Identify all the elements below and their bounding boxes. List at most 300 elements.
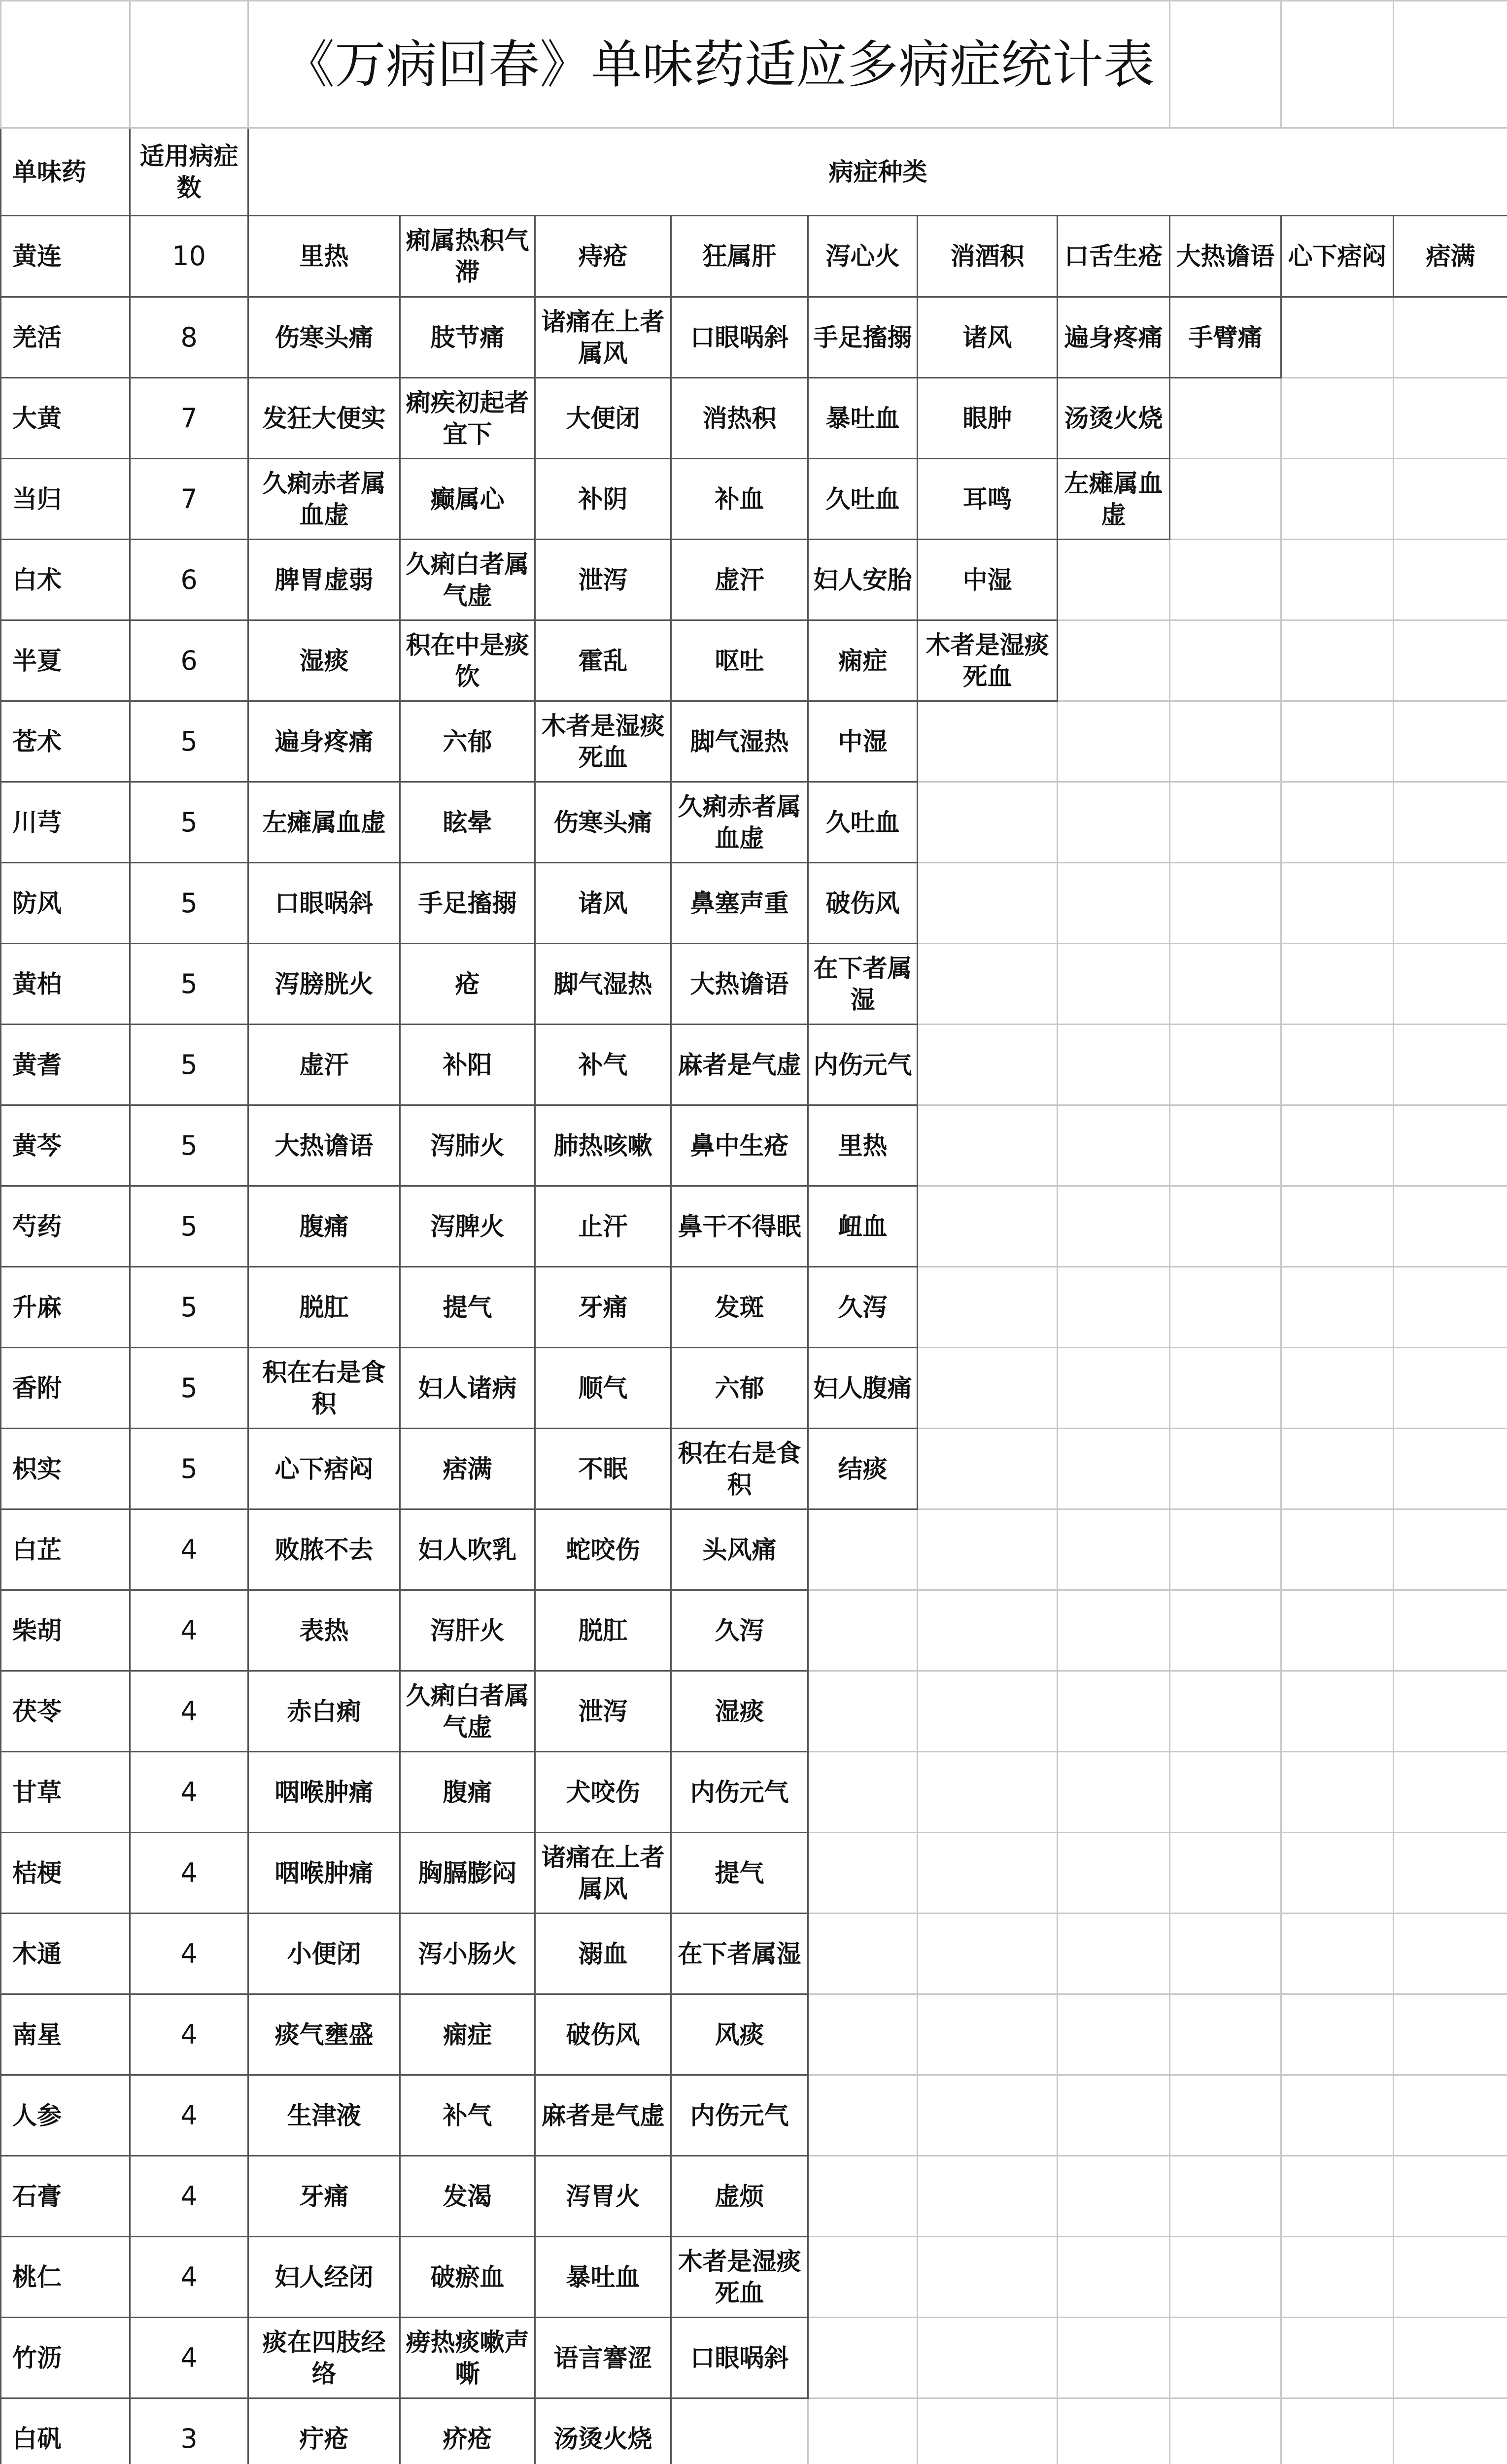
disease-cell: 脚气湿热 xyxy=(535,944,671,1025)
empty-cell xyxy=(1281,1105,1394,1186)
herb-name: 芍药 xyxy=(1,1186,130,1267)
disease-cell: 鼻塞声重 xyxy=(671,863,808,944)
empty-cell xyxy=(1058,863,1170,944)
disease-cell: 痫症 xyxy=(808,620,918,701)
disease-cell: 口眼㖞斜 xyxy=(248,863,400,944)
empty-cell xyxy=(1170,1105,1281,1186)
table-row xyxy=(1,2156,1507,2237)
title-right-blank-2 xyxy=(1281,1,1394,128)
disease-count: 4 xyxy=(130,1752,248,1833)
empty-cell xyxy=(808,1833,918,1914)
disease-cell: 呕吐 xyxy=(671,620,808,701)
empty-cell xyxy=(1281,1590,1394,1671)
disease-cell: 脱肛 xyxy=(535,1590,671,1671)
empty-cell xyxy=(1394,2318,1507,2398)
disease-cell: 泄泻 xyxy=(535,1671,671,1752)
disease-cell: 肺热咳嗽 xyxy=(535,1105,671,1186)
empty-cell xyxy=(1281,1833,1394,1914)
table-row xyxy=(1,2398,1507,2464)
herb-name: 半夏 xyxy=(1,620,130,701)
table-row xyxy=(1,701,1507,782)
empty-cell xyxy=(1170,378,1281,459)
empty-cell xyxy=(1058,1590,1170,1671)
empty-cell xyxy=(1058,1105,1170,1186)
empty-cell xyxy=(1058,540,1170,620)
disease-cell: 妇人吹乳 xyxy=(400,1509,535,1590)
empty-cell xyxy=(808,2156,918,2237)
disease-cell: 积在右是食积 xyxy=(671,1429,808,1509)
disease-cell: 久泻 xyxy=(808,1267,918,1348)
empty-cell xyxy=(1394,2237,1507,2318)
empty-cell xyxy=(808,2398,918,2464)
disease-cell: 疔疮 xyxy=(248,2398,400,2464)
empty-cell xyxy=(1058,1025,1170,1105)
empty-cell xyxy=(1058,944,1170,1025)
empty-cell xyxy=(918,1671,1058,1752)
disease-cell: 手臂痛 xyxy=(1170,297,1281,378)
disease-count: 3 xyxy=(130,2398,248,2464)
herb-name: 木通 xyxy=(1,1914,130,1994)
disease-cell: 内伤元气 xyxy=(671,1752,808,1833)
herb-name: 茯苓 xyxy=(1,1671,130,1752)
disease-cell: 内伤元气 xyxy=(671,2075,808,2156)
disease-cell: 小便闭 xyxy=(248,1914,400,1994)
disease-cell: 补血 xyxy=(671,459,808,540)
disease-cell: 诸痛在上者属风 xyxy=(535,297,671,378)
table-row xyxy=(1,863,1507,944)
empty-cell xyxy=(1058,1348,1170,1429)
disease-cell: 木者是湿痰死血 xyxy=(918,620,1058,701)
empty-cell xyxy=(1058,701,1170,782)
disease-cell: 脚气湿热 xyxy=(671,701,808,782)
herb-name: 桃仁 xyxy=(1,2237,130,2318)
empty-cell xyxy=(1170,1994,1281,2075)
disease-count: 4 xyxy=(130,2156,248,2237)
disease-cell: 癫属心 xyxy=(400,459,535,540)
empty-cell xyxy=(1281,1025,1394,1105)
herb-name: 白芷 xyxy=(1,1509,130,1590)
herb-name: 枳实 xyxy=(1,1429,130,1509)
disease-cell: 鼻干不得眠 xyxy=(671,1186,808,1267)
table-row xyxy=(1,1509,1507,1590)
herb-name: 石膏 xyxy=(1,2156,130,2237)
disease-count: 5 xyxy=(130,1348,248,1429)
disease-cell: 脱肛 xyxy=(248,1267,400,1348)
disease-cell: 内伤元气 xyxy=(808,1025,918,1105)
empty-cell xyxy=(918,1186,1058,1267)
disease-cell: 久痢白者属气虚 xyxy=(400,1671,535,1752)
disease-cell: 左瘫属血虚 xyxy=(248,782,400,863)
empty-cell xyxy=(1394,1833,1507,1914)
table-row xyxy=(1,1105,1507,1186)
disease-cell: 中湿 xyxy=(808,701,918,782)
empty-cell xyxy=(1170,1590,1281,1671)
disease-cell: 左瘫属血虚 xyxy=(1058,459,1170,540)
herb-name: 川芎 xyxy=(1,782,130,863)
empty-cell xyxy=(1281,1752,1394,1833)
empty-cell xyxy=(1281,378,1394,459)
empty-cell xyxy=(1394,459,1507,540)
empty-cell xyxy=(1170,1671,1281,1752)
table-row xyxy=(1,2318,1507,2398)
disease-cell: 赤白痢 xyxy=(248,1671,400,1752)
herb-name: 黄连 xyxy=(1,216,130,297)
disease-count: 7 xyxy=(130,459,248,540)
empty-cell xyxy=(1281,1994,1394,2075)
table-row xyxy=(1,1833,1507,1914)
empty-cell xyxy=(1394,1590,1507,1671)
empty-cell xyxy=(1058,782,1170,863)
empty-cell xyxy=(1394,782,1507,863)
empty-cell xyxy=(1170,1752,1281,1833)
empty-cell xyxy=(1170,863,1281,944)
empty-cell xyxy=(1281,2075,1394,2156)
empty-cell xyxy=(1058,1186,1170,1267)
empty-cell xyxy=(1058,1671,1170,1752)
herb-name: 黄柏 xyxy=(1,944,130,1025)
empty-cell xyxy=(1281,2318,1394,2398)
empty-cell xyxy=(1058,1509,1170,1590)
disease-cell: 积在中是痰饮 xyxy=(400,620,535,701)
empty-cell xyxy=(1394,540,1507,620)
disease-cell: 痞满 xyxy=(400,1429,535,1509)
table-row xyxy=(1,459,1507,540)
disease-cell: 咽喉肿痛 xyxy=(248,1752,400,1833)
disease-count: 7 xyxy=(130,378,248,459)
table-row xyxy=(1,1267,1507,1348)
header-count: 适用病症数 xyxy=(130,128,248,216)
disease-cell: 破伤风 xyxy=(808,863,918,944)
disease-cell: 腹痛 xyxy=(248,1186,400,1267)
disease-cell: 中湿 xyxy=(918,540,1058,620)
empty-cell xyxy=(1281,863,1394,944)
empty-cell xyxy=(918,1025,1058,1105)
disease-cell: 虚汗 xyxy=(248,1025,400,1105)
empty-cell xyxy=(1394,297,1507,378)
herb-name: 当归 xyxy=(1,459,130,540)
disease-count: 4 xyxy=(130,2237,248,2318)
herb-name: 桔梗 xyxy=(1,1833,130,1914)
disease-count: 5 xyxy=(130,944,248,1025)
disease-cell: 提气 xyxy=(400,1267,535,1348)
empty-cell xyxy=(1394,378,1507,459)
empty-cell xyxy=(1170,620,1281,701)
empty-cell xyxy=(1394,1994,1507,2075)
empty-cell xyxy=(918,782,1058,863)
empty-cell xyxy=(808,1590,918,1671)
title-right-blank-3 xyxy=(1394,1,1507,128)
disease-cell: 大便闭 xyxy=(535,378,671,459)
disease-cell: 发斑 xyxy=(671,1267,808,1348)
empty-cell xyxy=(1170,1429,1281,1509)
disease-cell: 眼肿 xyxy=(918,378,1058,459)
empty-cell xyxy=(918,2398,1058,2464)
empty-cell xyxy=(808,2237,918,2318)
empty-cell xyxy=(1170,2398,1281,2464)
disease-cell: 口眼㖞斜 xyxy=(671,297,808,378)
disease-cell: 衄血 xyxy=(808,1186,918,1267)
empty-cell xyxy=(1281,620,1394,701)
disease-cell: 在下者属湿 xyxy=(808,944,918,1025)
disease-count: 5 xyxy=(130,1186,248,1267)
title-right-blank-1 xyxy=(1170,1,1281,128)
empty-cell xyxy=(808,1914,918,1994)
disease-cell: 痨热痰嗽声嘶 xyxy=(400,2318,535,2398)
title-left-blank xyxy=(1,1,130,128)
disease-cell: 痰在四肢经络 xyxy=(248,2318,400,2398)
disease-cell: 结痰 xyxy=(808,1429,918,1509)
table-row xyxy=(1,944,1507,1025)
herb-name: 黄耆 xyxy=(1,1025,130,1105)
page-title: 《万病回春》单味药适应多病症统计表 xyxy=(248,1,1170,128)
disease-cell: 提气 xyxy=(671,1833,808,1914)
empty-cell xyxy=(1394,2075,1507,2156)
empty-cell xyxy=(918,2237,1058,2318)
disease-cell: 麻者是气虚 xyxy=(671,1025,808,1105)
empty-cell xyxy=(1281,540,1394,620)
disease-cell: 虚烦 xyxy=(671,2156,808,2237)
empty-cell xyxy=(1281,2156,1394,2237)
empty-cell xyxy=(1281,1671,1394,1752)
disease-cell: 诸风 xyxy=(918,297,1058,378)
disease-cell: 积在右是食积 xyxy=(248,1348,400,1429)
table-row xyxy=(1,1994,1507,2075)
disease-cell: 暴吐血 xyxy=(535,2237,671,2318)
title-left-blank-2 xyxy=(130,1,248,128)
disease-cell: 补阳 xyxy=(400,1025,535,1105)
empty-cell xyxy=(918,1752,1058,1833)
table-row xyxy=(1,620,1507,701)
disease-cell: 大热谵语 xyxy=(671,944,808,1025)
disease-cell: 湿痰 xyxy=(248,620,400,701)
disease-cell: 泻心火 xyxy=(808,216,918,297)
disease-cell: 暴吐血 xyxy=(808,378,918,459)
disease-count: 6 xyxy=(130,620,248,701)
disease-count: 4 xyxy=(130,1833,248,1914)
empty-cell xyxy=(918,1994,1058,2075)
empty-cell xyxy=(1170,459,1281,540)
empty-cell xyxy=(1170,2237,1281,2318)
disease-cell: 久痢赤者属血虚 xyxy=(248,459,400,540)
disease-cell: 蛇咬伤 xyxy=(535,1509,671,1590)
disease-cell: 六郁 xyxy=(400,701,535,782)
disease-cell: 痰气壅盛 xyxy=(248,1994,400,2075)
herb-name: 甘草 xyxy=(1,1752,130,1833)
disease-cell: 腹痛 xyxy=(400,1752,535,1833)
disease-cell: 疥疮 xyxy=(400,2398,535,2464)
disease-cell: 补气 xyxy=(400,2075,535,2156)
empty-cell xyxy=(1394,863,1507,944)
disease-cell: 伤寒头痛 xyxy=(535,782,671,863)
disease-cell: 泻膀胱火 xyxy=(248,944,400,1025)
disease-cell: 里热 xyxy=(248,216,400,297)
empty-cell xyxy=(808,1671,918,1752)
disease-count: 4 xyxy=(130,1914,248,1994)
disease-cell: 久吐血 xyxy=(808,782,918,863)
disease-cell: 咽喉肿痛 xyxy=(248,1833,400,1914)
table-row xyxy=(1,1590,1507,1671)
table-row xyxy=(1,1752,1507,1833)
disease-cell: 伤寒头痛 xyxy=(248,297,400,378)
empty-cell xyxy=(918,2156,1058,2237)
disease-cell: 里热 xyxy=(808,1105,918,1186)
empty-cell xyxy=(1170,2156,1281,2237)
disease-count: 4 xyxy=(130,1509,248,1590)
disease-cell: 手足搐搦 xyxy=(808,297,918,378)
header-row xyxy=(1,128,1507,216)
disease-count: 5 xyxy=(130,863,248,944)
empty-cell xyxy=(808,1994,918,2075)
herb-name: 防风 xyxy=(1,863,130,944)
empty-cell xyxy=(1394,1025,1507,1105)
empty-cell xyxy=(918,944,1058,1025)
empty-cell xyxy=(1170,701,1281,782)
empty-cell xyxy=(1394,620,1507,701)
empty-cell xyxy=(1058,2156,1170,2237)
herb-name: 香附 xyxy=(1,1348,130,1429)
empty-cell xyxy=(1281,782,1394,863)
empty-cell xyxy=(918,2075,1058,2156)
empty-cell xyxy=(1394,1186,1507,1267)
disease-cell: 耳鸣 xyxy=(918,459,1058,540)
empty-cell xyxy=(1170,1509,1281,1590)
disease-cell: 心下痞闷 xyxy=(1281,216,1394,297)
disease-cell: 麻者是气虚 xyxy=(535,2075,671,2156)
disease-count: 4 xyxy=(130,2318,248,2398)
disease-cell: 木者是湿痰死血 xyxy=(671,2237,808,2318)
empty-cell xyxy=(918,1429,1058,1509)
disease-cell: 在下者属湿 xyxy=(671,1914,808,1994)
empty-cell xyxy=(1058,1752,1170,1833)
disease-cell: 泻胃火 xyxy=(535,2156,671,2237)
disease-cell: 泻小肠火 xyxy=(400,1914,535,1994)
empty-cell xyxy=(1281,2237,1394,2318)
disease-cell: 溺血 xyxy=(535,1914,671,1994)
table-row xyxy=(1,2075,1507,2156)
disease-cell: 妇人经闭 xyxy=(248,2237,400,2318)
disease-cell: 泄泻 xyxy=(535,540,671,620)
disease-cell: 风痰 xyxy=(671,1994,808,2075)
disease-cell: 口舌生疮 xyxy=(1058,216,1170,297)
table-row xyxy=(1,1671,1507,1752)
empty-cell xyxy=(1281,1186,1394,1267)
disease-cell: 头风痛 xyxy=(671,1509,808,1590)
table-row xyxy=(1,1025,1507,1105)
disease-cell: 脾胃虚弱 xyxy=(248,540,400,620)
empty-cell xyxy=(1281,297,1394,378)
disease-cell: 虚汗 xyxy=(671,540,808,620)
disease-cell: 木者是湿痰死血 xyxy=(535,701,671,782)
empty-cell xyxy=(918,1267,1058,1348)
empty-cell xyxy=(1281,459,1394,540)
empty-cell xyxy=(918,1914,1058,1994)
disease-count: 4 xyxy=(130,2075,248,2156)
empty-cell xyxy=(1058,2237,1170,2318)
disease-cell: 湿痰 xyxy=(671,1671,808,1752)
table-row xyxy=(1,540,1507,620)
disease-cell: 口眼㖞斜 xyxy=(671,2318,808,2398)
herb-name: 竹沥 xyxy=(1,2318,130,2398)
disease-cell: 妇人腹痛 xyxy=(808,1348,918,1429)
empty-cell xyxy=(1058,2318,1170,2398)
empty-cell xyxy=(1281,1348,1394,1429)
disease-cell: 表热 xyxy=(248,1590,400,1671)
disease-cell: 泻脾火 xyxy=(400,1186,535,1267)
disease-cell: 久泻 xyxy=(671,1590,808,1671)
disease-count: 5 xyxy=(130,1267,248,1348)
empty-cell xyxy=(1170,1025,1281,1105)
table-row xyxy=(1,1914,1507,1994)
empty-cell xyxy=(1170,782,1281,863)
herb-name: 白术 xyxy=(1,540,130,620)
table-row xyxy=(1,1186,1507,1267)
disease-cell: 痢疾初起者宜下 xyxy=(400,378,535,459)
disease-cell: 遍身疼痛 xyxy=(248,701,400,782)
disease-cell: 不眠 xyxy=(535,1429,671,1509)
herb-name: 南星 xyxy=(1,1994,130,2075)
disease-cell: 补气 xyxy=(535,1025,671,1105)
disease-cell: 妇人安胎 xyxy=(808,540,918,620)
disease-cell: 发狂大便实 xyxy=(248,378,400,459)
empty-cell xyxy=(1058,620,1170,701)
empty-cell xyxy=(1170,944,1281,1025)
herb-name: 羌活 xyxy=(1,297,130,378)
disease-cell: 诸痛在上者属风 xyxy=(535,1833,671,1914)
empty-cell xyxy=(918,1833,1058,1914)
disease-cell: 消酒积 xyxy=(918,216,1058,297)
empty-cell xyxy=(918,1348,1058,1429)
empty-cell xyxy=(1394,1267,1507,1348)
disease-cell: 汤烫火烧 xyxy=(535,2398,671,2464)
table-row xyxy=(1,297,1507,378)
empty-cell xyxy=(808,1509,918,1590)
empty-cell xyxy=(1281,2398,1394,2464)
table-row xyxy=(1,782,1507,863)
empty-cell xyxy=(808,2075,918,2156)
table-row xyxy=(1,1348,1507,1429)
disease-count: 5 xyxy=(130,1429,248,1509)
empty-cell xyxy=(808,1752,918,1833)
disease-cell: 眩晕 xyxy=(400,782,535,863)
disease-cell: 心下痞闷 xyxy=(248,1429,400,1509)
herb-name: 白矾 xyxy=(1,2398,130,2464)
disease-count: 4 xyxy=(130,1590,248,1671)
header-herb: 单味药 xyxy=(1,128,130,216)
disease-cell: 犬咬伤 xyxy=(535,1752,671,1833)
empty-cell xyxy=(1394,2156,1507,2237)
herb-name: 人参 xyxy=(1,2075,130,2156)
disease-cell: 败脓不去 xyxy=(248,1509,400,1590)
empty-cell xyxy=(1281,1509,1394,1590)
disease-count: 4 xyxy=(130,1994,248,2075)
disease-cell: 破瘀血 xyxy=(400,2237,535,2318)
empty-cell xyxy=(918,2318,1058,2398)
empty-cell xyxy=(1394,1914,1507,1994)
empty-cell xyxy=(808,2318,918,2398)
empty-cell xyxy=(1170,2318,1281,2398)
disease-cell: 痞满 xyxy=(1394,216,1507,297)
empty-cell xyxy=(671,2398,808,2464)
empty-cell xyxy=(1394,1348,1507,1429)
disease-cell: 妇人诸病 xyxy=(400,1348,535,1429)
disease-cell: 大热谵语 xyxy=(248,1105,400,1186)
empty-cell xyxy=(1058,1429,1170,1509)
empty-cell xyxy=(1058,2075,1170,2156)
disease-cell: 痔疮 xyxy=(535,216,671,297)
disease-count: 10 xyxy=(130,216,248,297)
empty-cell xyxy=(1394,1509,1507,1590)
disease-count: 5 xyxy=(130,782,248,863)
